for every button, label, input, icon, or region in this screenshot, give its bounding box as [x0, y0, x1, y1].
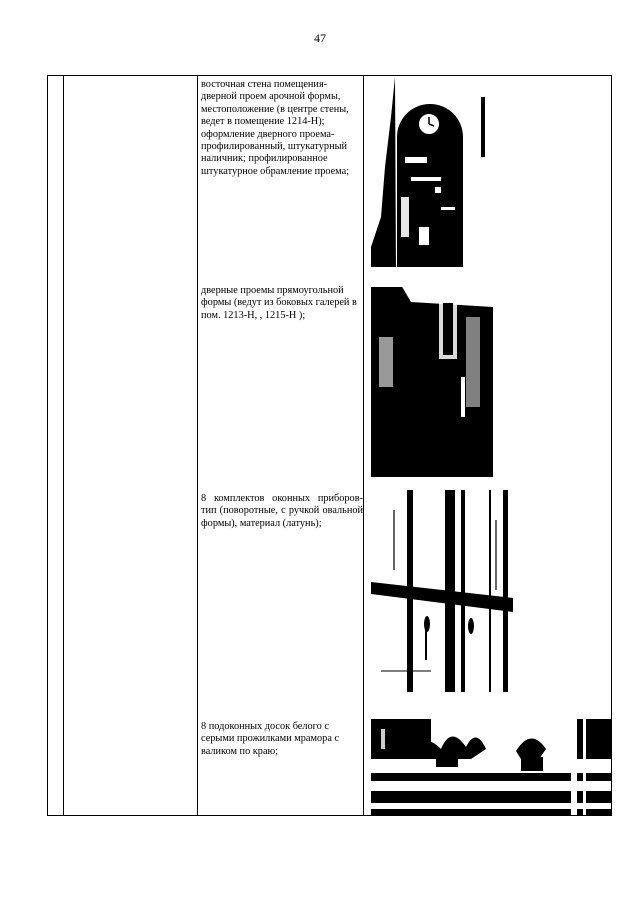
photo-windowsill — [371, 719, 611, 815]
row-2-description: дверные проемы прямоугольной формы (ведут из боковых галерей в пом. 1213-Н, , 1215-Н ); — [201, 285, 357, 321]
photo-window-hardware — [371, 490, 513, 692]
inventory-table — [47, 75, 612, 816]
photo-doorways — [371, 77, 493, 477]
column-divider — [197, 76, 198, 815]
row-1-description: восточная стена помещения- дверной проем арочной формы, местоположение (в центре стены, ведет в помещение 1214-Н); оформление дверного проема- профилированный, штукатурный наличник; профилированное штукатурное обрамление проема; — [201, 79, 350, 177]
column-divider — [363, 76, 364, 815]
page-number: 47 — [314, 31, 326, 45]
row-3-description: 8 комплектов оконных приборов- тип (поворотные, с ручкой овальной формы), материал (латунь); — [201, 493, 363, 529]
window-handle-icon — [424, 616, 430, 632]
column-divider — [63, 76, 64, 815]
row-4-description: 8 подоконных досок белого с серыми прожилками мрамора с валиком по краю; — [201, 721, 340, 757]
